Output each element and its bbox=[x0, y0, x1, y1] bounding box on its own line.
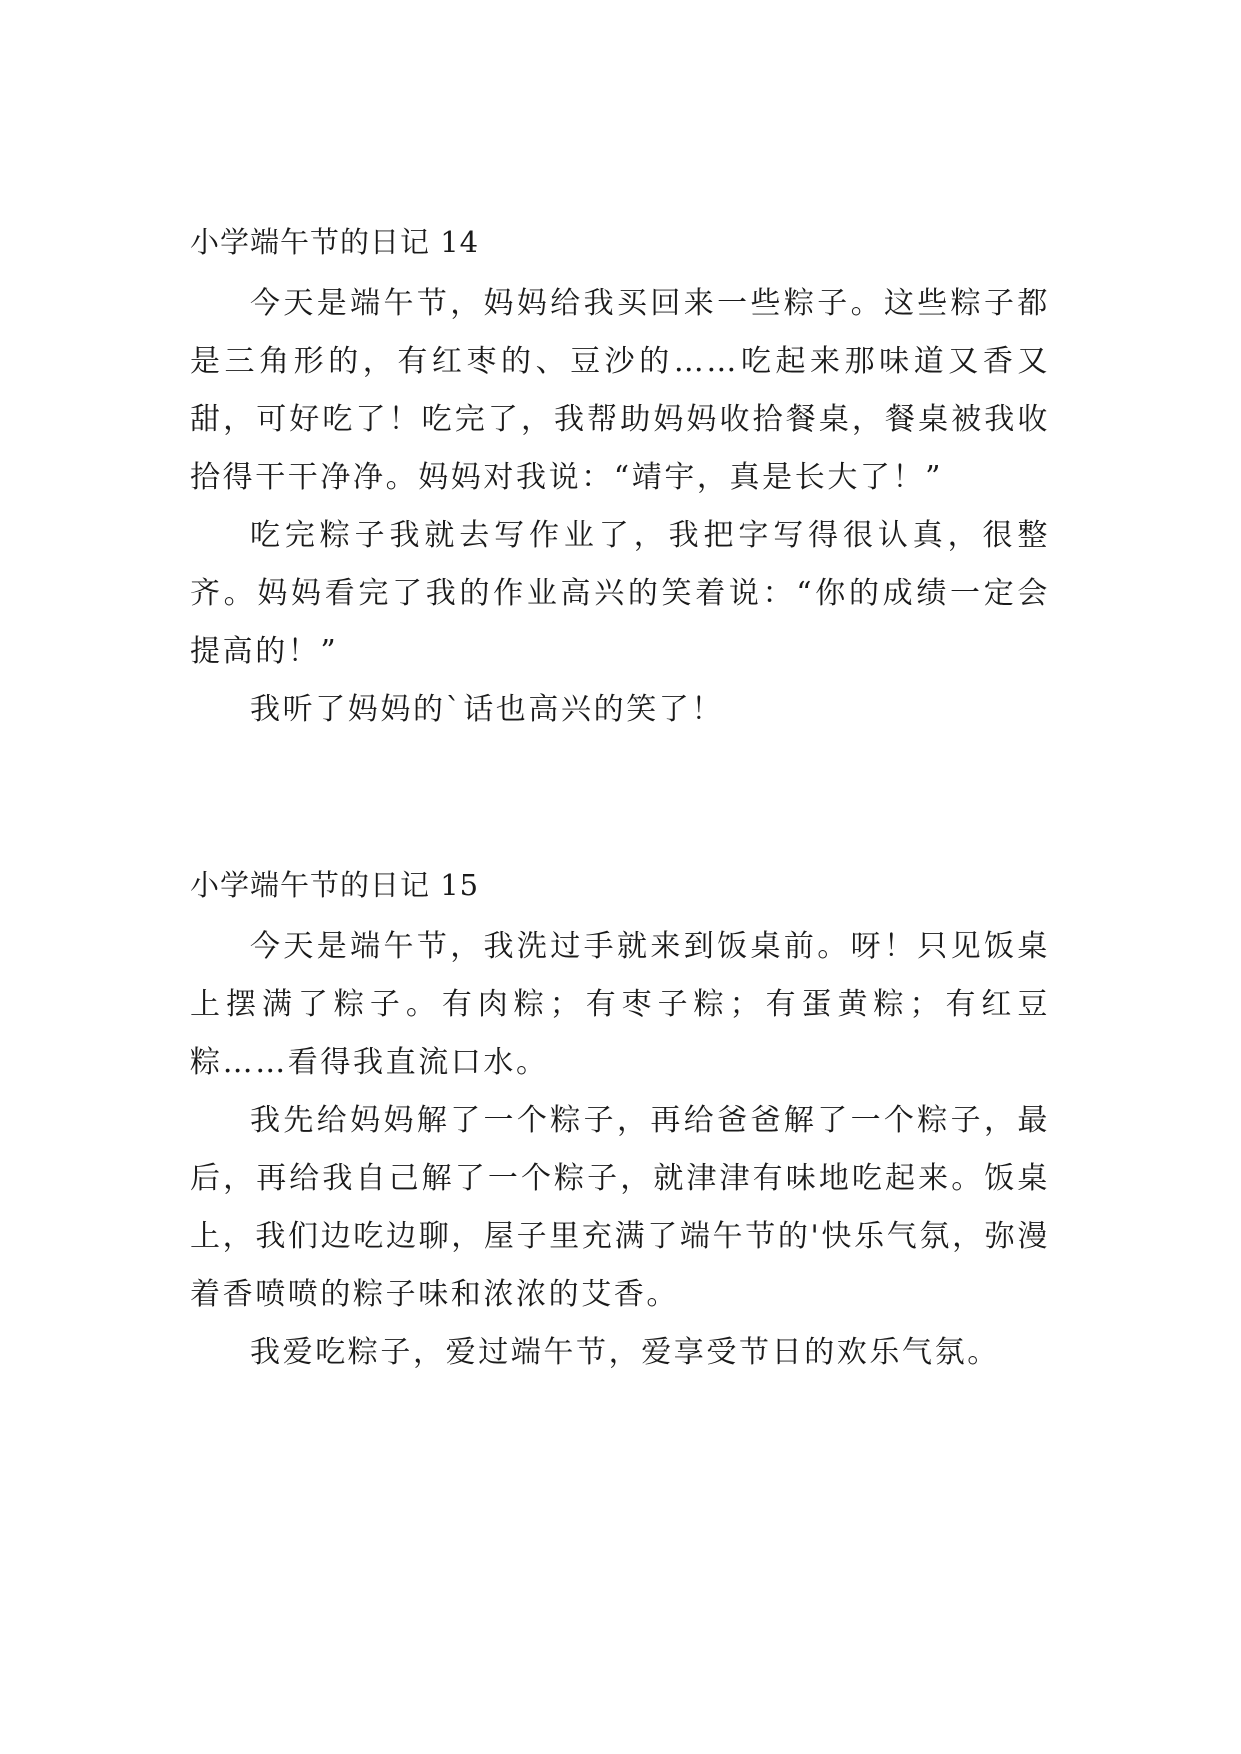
entry-title: 小学端午节的日记 14 bbox=[190, 225, 480, 259]
entry-paragraph: 吃完粽子我就去写作业了，我把字写得很认真，很整齐。妈妈看完了我的作业高兴的笑着说：“你的成绩一定会提高的！” bbox=[190, 518, 1050, 669]
entry-paragraph: 我听了妈妈的`话也高兴的笑了！ bbox=[250, 692, 724, 727]
entry-title: 小学端午节的日记 15 bbox=[190, 868, 480, 902]
entry-paragraph: 今天是端午节，我洗过手就来到饭桌前。呀！只见饭桌上摆满了粽子。有肉粽；有枣子粽；有蛋黄粽；有红豆粽……看得我直流口水。 bbox=[190, 929, 1050, 1080]
entry-paragraph: 我爱吃粽子，爱过端午节，爱享受节日的欢乐气氛。 bbox=[250, 1335, 1000, 1370]
entry-paragraph: 我先给妈妈解了一个粽子，再给爸爸解了一个粽子，最后，再给我自己解了一个粽子，就津津有味地吃起来。饭桌上，我们边吃边聊，屋子里充满了端午节的'快乐气氛，弥漫着香喷喷的粽子味和浓浓的艾香。 bbox=[190, 1103, 1050, 1312]
diary-entry-15 bbox=[190, 861, 1050, 1382]
diary-entry-14 bbox=[190, 218, 1050, 739]
entry-paragraph: 今天是端午节，妈妈给我买回来一些粽子。这些粽子都是三角形的，有红枣的、豆沙的……吃起来那味道又香又甜，可好吃了！吃完了，我帮助妈妈收拾餐桌，餐桌被我收拾得干干净净。妈妈对我说：“靖宇，真是长大了！” bbox=[190, 286, 1050, 495]
